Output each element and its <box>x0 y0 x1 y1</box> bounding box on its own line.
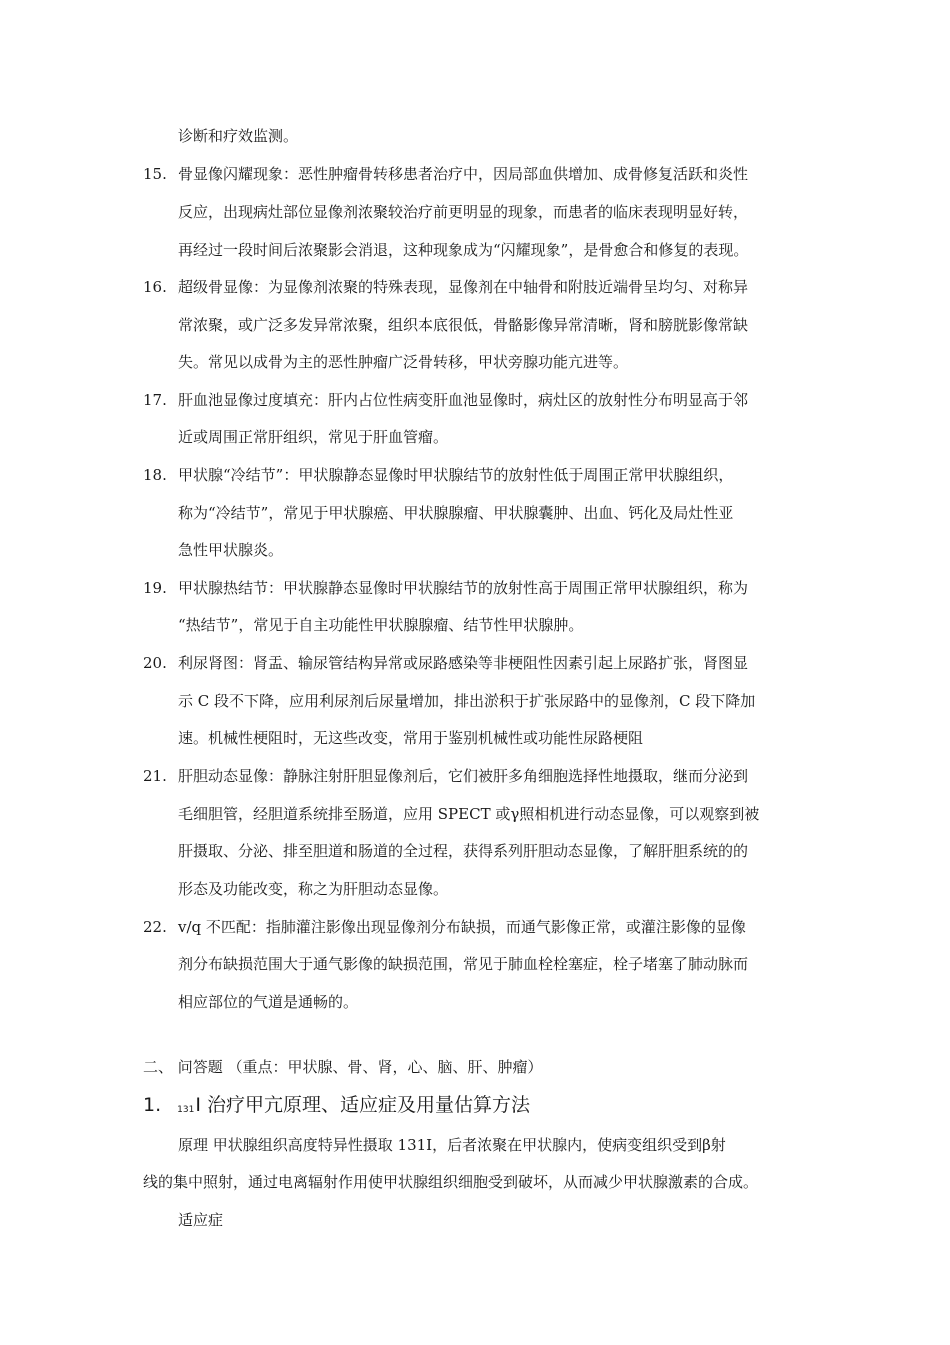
item-text-line: 示 C 段不下降，应用利尿剂后尿量增加，排出淤积于扩张尿路中的显像剂，C 段下降加 <box>178 692 756 710</box>
item-text-line: 剂分布缺损范围大于通气影像的缺损范围，常见于肺血栓栓塞症，栓子堵塞了肺动脉而 <box>178 955 749 973</box>
item-number: 15. <box>143 165 167 183</box>
item-text-line: 形态及功能改变，称之为肝胆动态显像。 <box>178 880 449 898</box>
item-text-line: 再经过一段时间后浓聚影会消退，这种现象成为“闪耀现象”，是骨愈合和修复的表现。 <box>178 241 749 259</box>
item-text-line: 甲状腺“冷结节”：甲状腺静态显像时甲状腺结节的放射性低于周围正常甲状腺组织， <box>178 466 734 484</box>
item-text-line: 称为“冷结节”，常见于甲状腺癌、甲状腺腺瘤、甲状腺囊肿、出血、钙化及局灶性亚 <box>178 504 734 522</box>
item-text-line: 常浓聚，或广泛多发异常浓聚，组织本底很低，骨骼影像异常清晰，肾和膀胱影像常缺 <box>178 316 749 334</box>
item-text-line: 速。机械性梗阻时，无这些改变，常用于鉴别机械性或功能性尿路梗阻 <box>178 729 644 747</box>
item-number: 18. <box>143 466 167 484</box>
paragraph-line: 线的集中照射，通过电离辐射作用使甲状腺组织细胞受到破坏，从而减少甲状腺激素的合成。 <box>143 1173 759 1191</box>
item-text-line: “热结节”，常见于自主功能性甲状腺腺瘤、结节性甲状腺肿。 <box>178 616 584 634</box>
item-text-line: 反应，出现病灶部位显像剂浓聚较治疗前更明显的现象，而患者的临床表现明显好转， <box>178 203 749 221</box>
item-number: 21. <box>143 767 167 785</box>
item-text-line: 近或周围正常肝组织，常见于肝血管瘤。 <box>178 428 449 446</box>
isotope-superscript: 131 <box>177 1105 195 1115</box>
item-text-line: 急性甲状腺炎。 <box>178 541 284 559</box>
question-title: I 治疗甲亢原理、适应症及用量估算方法 <box>195 1094 530 1116</box>
item-text-line: 肝胆动态显像：静脉注射肝胆显像剂后，它们被肝多角细胞选择性地摄取，继而分泌到 <box>178 767 749 785</box>
paragraph-line: 适应症 <box>178 1211 224 1229</box>
item-number: 19. <box>143 579 167 597</box>
item-text-line: v/q 不匹配：指肺灌注影像出现显像剂分布缺损，而通气影像正常，或灌注影像的显像 <box>178 918 746 936</box>
item-text-line: 肝摄取、分泌、排至胆道和肠道的全过程，获得系列肝胆动态显像，了解肝胆系统的的 <box>178 842 749 860</box>
item-text-line: 肝血池显像过度填充：肝内占位性病变肝血池显像时，病灶区的放射性分布明显高于邻 <box>178 391 749 409</box>
item-text-line: 甲状腺热结节：甲状腺静态显像时甲状腺结节的放射性高于周围正常甲状腺组织，称为 <box>178 579 749 597</box>
paragraph-line: 原理 甲状腺组织高度特异性摄取 131I，后者浓聚在甲状腺内，使病变组织受到β射 <box>178 1136 726 1154</box>
item-text-line: 毛细胆管，经胆道系统排至肠道，应用 SPECT 或γ照相机进行动态显像，可以观察到被 <box>178 805 760 823</box>
item-number: 20. <box>143 654 167 672</box>
item-number: 17. <box>143 391 167 409</box>
item-number: 22. <box>143 918 167 936</box>
item-text-line: 失。常见以成骨为主的恶性肿瘤广泛骨转移，甲状旁腺功能亢进等。 <box>178 353 629 371</box>
item-text-line: 相应部位的气道是通畅的。 <box>178 993 359 1011</box>
item-text-line: 利尿肾图：肾盂、输尿管结构异常或尿路感染等非梗阻性因素引起上尿路扩张，肾图显 <box>178 654 749 672</box>
question-heading <box>143 1093 530 1122</box>
item-text-line: 骨显像闪耀现象：恶性肿瘤骨转移患者治疗中，因局部血供增加、成骨修复活跃和炎性 <box>178 165 749 183</box>
section-heading: 二、 问答题 （重点：甲状腺、骨、肾，心、脑、肝、肿瘤） <box>143 1058 543 1076</box>
continuation-line: 诊断和疗效监测。 <box>178 127 299 145</box>
item-text-line: 超级骨显像：为显像剂浓聚的特殊表现，显像剂在中轴骨和附肢近端骨呈均匀、对称异 <box>178 278 749 296</box>
question-number: 1. <box>143 1094 162 1116</box>
item-number: 16. <box>143 278 167 296</box>
